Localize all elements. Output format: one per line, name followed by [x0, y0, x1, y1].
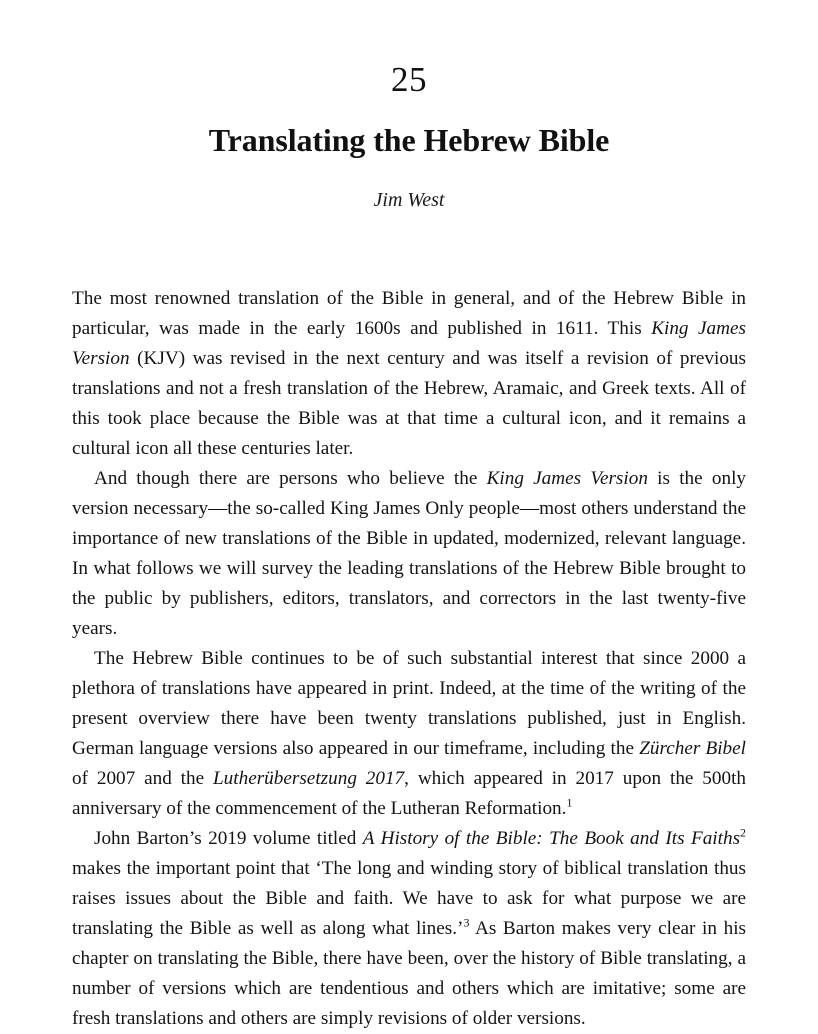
- chapter-title: Translating the Hebrew Bible: [208, 122, 610, 158]
- footnote-marker[interactable]: 1: [566, 795, 573, 810]
- italic-title: King James Version: [72, 318, 746, 370]
- chapter-number: 25: [391, 60, 427, 99]
- chapter-author: Jim West: [373, 189, 445, 212]
- footnote-marker[interactable]: 2: [740, 825, 746, 840]
- paragraph-4: John Barton’s 2019 volume titled A History of the Bible: The Book and Its Faiths$^2$ makes the important point that ‘The long and winding story of biblical translation thus raises issues about the Bible and faith. We have to ask for what purpose we are translating the Bible as well as along what lines.’$^3$ As Barton makes very clear in his chapter on translating the Bible, there have been, over the history of Bible translating, a number of versions which are tendentious and others which are imitative; some are fresh translations and others are simply revisions of older versions.: [72, 825, 747, 1030]
- body-text: [72, 284, 746, 1034]
- chapter-header: [72, 0, 746, 210]
- italic-title: King James Version: [486, 468, 648, 490]
- paragraph-2: And though there are persons who believe the King James Version is the only version necessary—the so-called King James Only people—most others understand the importance of new translations of the Bible in updated, modernized, relevant language. In what follows we will survey the leading translations of the Hebrew Bible brought to the public by publishers, editors, translators, and correctors in the last twenty-five years.: [72, 468, 747, 640]
- italic-title: Zürcher Bibel: [639, 738, 746, 760]
- paragraph-3: The Hebrew Bible continues to be of such substantial interest that since 2000 a plethora of translations have appeared in print. Indeed, at the time of the writing of the present overview there have been twenty translations published, just in English. German language versions also appeared in our timeframe, including the Zürcher Bibel of 2007 and the Lutherübersetzung 2017, which appeared in 2017 upon the 500th anniversary of the commencement of the Lutheran Reformation.$^1$: [72, 648, 746, 820]
- paragraph-1: The most renowned translation of the Bible in general, and of the Hebrew Bible in particular, was made in the early 1600s and published in 1611. This King James Version (KJV) was revised in the next century and was itself a revision of previous translations and not a fresh translation of the Hebrew, Aramaic, and Greek texts. All of this took place because the Bible was at that time a cultural icon, and it remains a cultural icon all these centuries later.: [72, 288, 746, 460]
- italic-title: A History of the Bible: The Book and Its Faiths: [362, 828, 741, 850]
- footnote-marker[interactable]: 3: [463, 915, 470, 930]
- italic-title: Lutherübersetzung 2017: [213, 768, 405, 790]
